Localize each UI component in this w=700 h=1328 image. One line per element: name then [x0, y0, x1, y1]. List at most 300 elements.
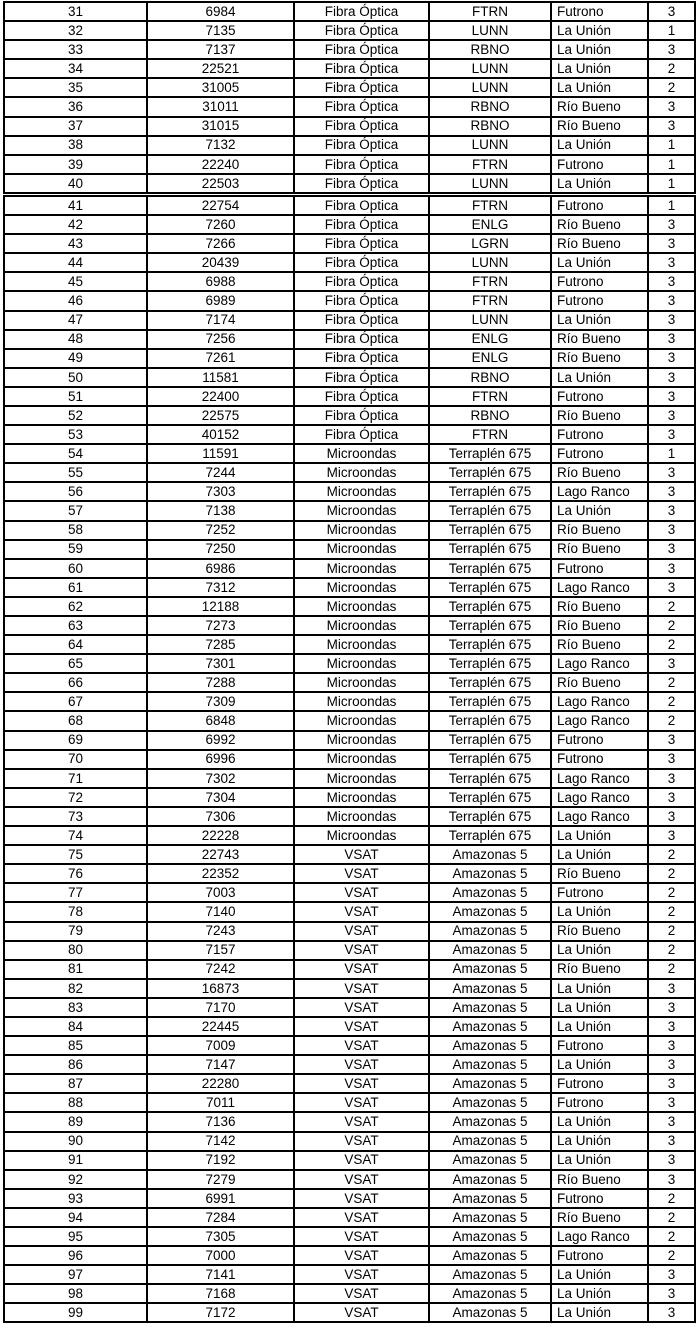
row-number-cell: 75 — [4, 845, 147, 864]
node-cell: Terraplén 675 — [429, 826, 551, 845]
technology-cell: VSAT — [294, 979, 429, 998]
site-id-cell: 6992 — [147, 731, 294, 750]
technology-cell: Microondas — [294, 692, 429, 711]
technology-cell: VSAT — [294, 1170, 429, 1189]
count-cell: 3 — [648, 979, 695, 998]
node-cell: Amazonas 5 — [429, 1036, 551, 1055]
technology-cell: Fibra Óptica — [294, 387, 429, 406]
row-number-cell: 59 — [4, 540, 147, 559]
technology-cell: Microondas — [294, 521, 429, 540]
commune-cell: La Unión — [551, 253, 648, 272]
site-id-cell: 7285 — [147, 635, 294, 654]
count-cell: 2 — [648, 960, 695, 979]
count-cell: 2 — [648, 673, 695, 692]
data-table-segment-1 — [3, 1, 696, 194]
commune-cell: La Unión — [551, 1151, 648, 1170]
row-number-cell: 85 — [4, 1036, 147, 1055]
technology-cell: VSAT — [294, 902, 429, 921]
site-id-cell: 7011 — [147, 1093, 294, 1112]
technology-cell: VSAT — [294, 1036, 429, 1055]
count-cell: 2 — [648, 616, 695, 635]
row-number-cell: 80 — [4, 941, 147, 960]
count-cell: 3 — [648, 750, 695, 769]
count-cell: 3 — [648, 330, 695, 349]
row-number-cell: 56 — [4, 482, 147, 501]
site-id-cell: 7137 — [147, 40, 294, 59]
technology-cell: VSAT — [294, 922, 429, 941]
count-cell: 2 — [648, 711, 695, 730]
row-number-cell: 41 — [4, 196, 147, 215]
row-number-cell: 98 — [4, 1284, 147, 1303]
technology-cell: VSAT — [294, 1132, 429, 1151]
commune-cell: Río Bueno — [551, 97, 648, 116]
commune-cell: Futrono — [551, 425, 648, 444]
node-cell: ENLG — [429, 330, 551, 349]
node-cell: FTRN — [429, 196, 551, 215]
row-number-cell: 88 — [4, 1093, 147, 1112]
row-number-cell: 61 — [4, 578, 147, 597]
commune-cell: Río Bueno — [551, 1170, 648, 1189]
technology-cell: Fibra Óptica — [294, 97, 429, 116]
commune-cell: La Unión — [551, 40, 648, 59]
commune-cell: Lago Ranco — [551, 578, 648, 597]
node-cell: Terraplén 675 — [429, 463, 551, 482]
site-id-cell: 22754 — [147, 196, 294, 215]
count-cell: 2 — [648, 845, 695, 864]
count-cell: 3 — [648, 1093, 695, 1112]
count-cell: 3 — [648, 521, 695, 540]
row-number-cell: 62 — [4, 597, 147, 616]
commune-cell: Futrono — [551, 387, 648, 406]
commune-cell: Futrono — [551, 2, 648, 21]
technology-cell: Microondas — [294, 444, 429, 463]
row-number-cell: 33 — [4, 40, 147, 59]
site-id-cell: 7260 — [147, 215, 294, 234]
table-row — [4, 501, 695, 520]
count-cell: 2 — [648, 1227, 695, 1246]
commune-cell: La Unión — [551, 1284, 648, 1303]
table-row — [4, 272, 695, 291]
table-row — [4, 368, 695, 387]
table-row — [4, 635, 695, 654]
site-id-cell: 31011 — [147, 97, 294, 116]
technology-cell: Microondas — [294, 673, 429, 692]
count-cell: 3 — [648, 1074, 695, 1093]
site-id-cell: 7168 — [147, 1284, 294, 1303]
technology-cell: Microondas — [294, 750, 429, 769]
table-body — [4, 2, 695, 193]
technology-cell: Microondas — [294, 769, 429, 788]
count-cell: 2 — [648, 902, 695, 921]
table-row — [4, 692, 695, 711]
count-cell: 3 — [648, 311, 695, 330]
node-cell: Amazonas 5 — [429, 1055, 551, 1074]
site-id-cell: 7261 — [147, 349, 294, 368]
technology-cell: Fibra Óptica — [294, 406, 429, 425]
commune-cell: Río Bueno — [551, 616, 648, 635]
table-row — [4, 1055, 695, 1074]
commune-cell: Futrono — [551, 155, 648, 174]
node-cell: Terraplén 675 — [429, 654, 551, 673]
site-id-cell: 7192 — [147, 1151, 294, 1170]
count-cell: 3 — [648, 1132, 695, 1151]
site-id-cell: 7170 — [147, 998, 294, 1017]
row-number-cell: 91 — [4, 1151, 147, 1170]
table-row — [4, 291, 695, 310]
commune-cell: Río Bueno — [551, 960, 648, 979]
row-number-cell: 79 — [4, 922, 147, 941]
row-number-cell: 69 — [4, 731, 147, 750]
node-cell: Terraplén 675 — [429, 788, 551, 807]
count-cell: 3 — [648, 1170, 695, 1189]
node-cell: Terraplén 675 — [429, 769, 551, 788]
site-id-cell: 7303 — [147, 482, 294, 501]
commune-cell: La Unión — [551, 902, 648, 921]
node-cell: LUNN — [429, 311, 551, 330]
count-cell: 3 — [648, 425, 695, 444]
site-id-cell: 7304 — [147, 788, 294, 807]
node-cell: Terraplén 675 — [429, 597, 551, 616]
table-row — [4, 597, 695, 616]
count-cell: 2 — [648, 941, 695, 960]
commune-cell: Río Bueno — [551, 1208, 648, 1227]
technology-cell: VSAT — [294, 1055, 429, 1074]
technology-cell: Fibra Óptica — [294, 59, 429, 78]
commune-cell: Río Bueno — [551, 597, 648, 616]
node-cell: Terraplén 675 — [429, 501, 551, 520]
commune-cell: Futrono — [551, 272, 648, 291]
count-cell: 3 — [648, 387, 695, 406]
site-id-cell: 7252 — [147, 521, 294, 540]
count-cell: 3 — [648, 1284, 695, 1303]
table-row — [4, 1093, 695, 1112]
table-row — [4, 1284, 695, 1303]
row-number-cell: 55 — [4, 463, 147, 482]
table-row — [4, 826, 695, 845]
technology-cell: VSAT — [294, 960, 429, 979]
row-number-cell: 43 — [4, 234, 147, 253]
site-id-cell: 7157 — [147, 941, 294, 960]
technology-cell: Fibra Óptica — [294, 136, 429, 155]
node-cell: Terraplén 675 — [429, 540, 551, 559]
count-cell: 3 — [648, 463, 695, 482]
node-cell: LUNN — [429, 59, 551, 78]
node-cell: FTRN — [429, 2, 551, 21]
site-id-cell: 40152 — [147, 425, 294, 444]
count-cell: 3 — [648, 1265, 695, 1284]
technology-cell: VSAT — [294, 1227, 429, 1246]
commune-cell: Futrono — [551, 559, 648, 578]
count-cell: 1 — [648, 196, 695, 215]
row-number-cell: 47 — [4, 311, 147, 330]
count-cell: 2 — [648, 59, 695, 78]
technology-cell: VSAT — [294, 1246, 429, 1265]
technology-cell: Microondas — [294, 578, 429, 597]
commune-cell: Futrono — [551, 731, 648, 750]
row-number-cell: 45 — [4, 272, 147, 291]
technology-cell: Fibra Óptica — [294, 40, 429, 59]
site-id-cell: 20439 — [147, 253, 294, 272]
count-cell: 3 — [648, 253, 695, 272]
row-number-cell: 74 — [4, 826, 147, 845]
table-row — [4, 578, 695, 597]
count-cell: 3 — [648, 654, 695, 673]
commune-cell: La Unión — [551, 78, 648, 97]
node-cell: Amazonas 5 — [429, 1303, 551, 1322]
node-cell: LGRN — [429, 234, 551, 253]
technology-cell: Fibra Optica — [294, 196, 429, 215]
row-number-cell: 37 — [4, 117, 147, 136]
site-id-cell: 22228 — [147, 826, 294, 845]
node-cell: Amazonas 5 — [429, 902, 551, 921]
node-cell: Amazonas 5 — [429, 960, 551, 979]
table-row — [4, 387, 695, 406]
count-cell: 3 — [648, 117, 695, 136]
node-cell: Amazonas 5 — [429, 922, 551, 941]
table-row — [4, 731, 695, 750]
row-number-cell: 46 — [4, 291, 147, 310]
technology-cell: VSAT — [294, 864, 429, 883]
site-id-cell: 6991 — [147, 1189, 294, 1208]
row-number-cell: 93 — [4, 1189, 147, 1208]
table-row — [4, 311, 695, 330]
table-row — [4, 1227, 695, 1246]
site-id-cell: 7147 — [147, 1055, 294, 1074]
technology-cell: Fibra Óptica — [294, 78, 429, 97]
technology-cell: Fibra Óptica — [294, 425, 429, 444]
count-cell: 3 — [648, 2, 695, 21]
technology-cell: Microondas — [294, 731, 429, 750]
node-cell: Terraplén 675 — [429, 635, 551, 654]
count-cell: 3 — [648, 1112, 695, 1131]
table-row — [4, 444, 695, 463]
table-row — [4, 521, 695, 540]
technology-cell: Microondas — [294, 711, 429, 730]
row-number-cell: 99 — [4, 1303, 147, 1322]
node-cell: Terraplén 675 — [429, 692, 551, 711]
node-cell: FTRN — [429, 155, 551, 174]
node-cell: Terraplén 675 — [429, 807, 551, 826]
row-number-cell: 36 — [4, 97, 147, 116]
count-cell: 3 — [648, 1055, 695, 1074]
table-row — [4, 1189, 695, 1208]
table-row — [4, 234, 695, 253]
row-number-cell: 39 — [4, 155, 147, 174]
table-row — [4, 253, 695, 272]
commune-cell: Futrono — [551, 1074, 648, 1093]
row-number-cell: 73 — [4, 807, 147, 826]
technology-cell: VSAT — [294, 883, 429, 902]
node-cell: Terraplén 675 — [429, 559, 551, 578]
node-cell: ENLG — [429, 349, 551, 368]
row-number-cell: 31 — [4, 2, 147, 21]
commune-cell: La Unión — [551, 1112, 648, 1131]
row-number-cell: 34 — [4, 59, 147, 78]
site-id-cell: 7242 — [147, 960, 294, 979]
row-number-cell: 50 — [4, 368, 147, 387]
table-row — [4, 788, 695, 807]
technology-cell: Fibra Óptica — [294, 2, 429, 21]
row-number-cell: 92 — [4, 1170, 147, 1189]
site-id-cell: 7279 — [147, 1170, 294, 1189]
technology-cell: Fibra Óptica — [294, 349, 429, 368]
table-row — [4, 941, 695, 960]
site-id-cell: 7136 — [147, 1112, 294, 1131]
table-row — [4, 960, 695, 979]
technology-cell: Fibra Óptica — [294, 215, 429, 234]
count-cell: 3 — [648, 482, 695, 501]
site-id-cell: 7301 — [147, 654, 294, 673]
commune-cell: La Unión — [551, 1132, 648, 1151]
count-cell: 3 — [648, 1036, 695, 1055]
commune-cell: La Unión — [551, 368, 648, 387]
node-cell: Amazonas 5 — [429, 1246, 551, 1265]
technology-cell: VSAT — [294, 1093, 429, 1112]
table-row — [4, 196, 695, 215]
table-row — [4, 78, 695, 97]
table-body — [4, 196, 695, 1323]
count-cell: 3 — [648, 1151, 695, 1170]
commune-cell: La Unión — [551, 136, 648, 155]
table-row — [4, 21, 695, 40]
site-id-cell: 7172 — [147, 1303, 294, 1322]
commune-cell: La Unión — [551, 21, 648, 40]
commune-cell: Futrono — [551, 196, 648, 215]
commune-cell: La Unión — [551, 311, 648, 330]
count-cell: 3 — [648, 406, 695, 425]
node-cell: Terraplén 675 — [429, 673, 551, 692]
commune-cell: La Unión — [551, 59, 648, 78]
row-number-cell: 51 — [4, 387, 147, 406]
site-id-cell: 11591 — [147, 444, 294, 463]
technology-cell: VSAT — [294, 1265, 429, 1284]
row-number-cell: 32 — [4, 21, 147, 40]
technology-cell: Microondas — [294, 654, 429, 673]
commune-cell: Futrono — [551, 750, 648, 769]
site-id-cell: 22352 — [147, 864, 294, 883]
node-cell: Amazonas 5 — [429, 1208, 551, 1227]
commune-cell: La Unión — [551, 1265, 648, 1284]
commune-cell: Lago Ranco — [551, 788, 648, 807]
count-cell: 1 — [648, 174, 695, 193]
site-id-cell: 22280 — [147, 1074, 294, 1093]
node-cell: ENLG — [429, 215, 551, 234]
site-id-cell: 31005 — [147, 78, 294, 97]
technology-cell: Microondas — [294, 807, 429, 826]
technology-cell: VSAT — [294, 1017, 429, 1036]
commune-cell: La Unión — [551, 845, 648, 864]
table-row — [4, 922, 695, 941]
count-cell: 3 — [648, 769, 695, 788]
technology-cell: Microondas — [294, 501, 429, 520]
table-row — [4, 1132, 695, 1151]
node-cell: Amazonas 5 — [429, 1132, 551, 1151]
row-number-cell: 63 — [4, 616, 147, 635]
node-cell: Terraplén 675 — [429, 521, 551, 540]
technology-cell: Microondas — [294, 463, 429, 482]
row-number-cell: 66 — [4, 673, 147, 692]
commune-cell: Futrono — [551, 291, 648, 310]
site-id-cell: 22240 — [147, 155, 294, 174]
technology-cell: Fibra Óptica — [294, 117, 429, 136]
count-cell: 3 — [648, 788, 695, 807]
table-row — [4, 845, 695, 864]
table-row — [4, 136, 695, 155]
technology-cell: Microondas — [294, 616, 429, 635]
row-number-cell: 64 — [4, 635, 147, 654]
row-number-cell: 38 — [4, 136, 147, 155]
site-id-cell: 22743 — [147, 845, 294, 864]
node-cell: FTRN — [429, 272, 551, 291]
row-number-cell: 86 — [4, 1055, 147, 1074]
node-cell: Terraplén 675 — [429, 731, 551, 750]
commune-cell: Río Bueno — [551, 635, 648, 654]
row-number-cell: 40 — [4, 174, 147, 193]
site-id-cell: 7273 — [147, 616, 294, 635]
node-cell: Amazonas 5 — [429, 883, 551, 902]
count-cell: 3 — [648, 272, 695, 291]
site-id-cell: 7266 — [147, 234, 294, 253]
count-cell: 1 — [648, 155, 695, 174]
row-number-cell: 90 — [4, 1132, 147, 1151]
table-row — [4, 1074, 695, 1093]
count-cell: 2 — [648, 864, 695, 883]
technology-cell: VSAT — [294, 1284, 429, 1303]
node-cell: Amazonas 5 — [429, 1284, 551, 1303]
technology-cell: VSAT — [294, 1151, 429, 1170]
table-row — [4, 654, 695, 673]
count-cell: 3 — [648, 349, 695, 368]
node-cell: Amazonas 5 — [429, 941, 551, 960]
row-number-cell: 89 — [4, 1112, 147, 1131]
row-number-cell: 35 — [4, 78, 147, 97]
count-cell: 1 — [648, 21, 695, 40]
site-id-cell: 7009 — [147, 1036, 294, 1055]
count-cell: 2 — [648, 1246, 695, 1265]
technology-cell: VSAT — [294, 845, 429, 864]
site-id-cell: 6996 — [147, 750, 294, 769]
table-row — [4, 902, 695, 921]
row-number-cell: 87 — [4, 1074, 147, 1093]
count-cell: 3 — [648, 578, 695, 597]
node-cell: RBNO — [429, 40, 551, 59]
commune-cell: Lago Ranco — [551, 692, 648, 711]
row-number-cell: 76 — [4, 864, 147, 883]
count-cell: 2 — [648, 883, 695, 902]
technology-cell: Microondas — [294, 482, 429, 501]
count-cell: 3 — [648, 540, 695, 559]
count-cell: 2 — [648, 635, 695, 654]
node-cell: Amazonas 5 — [429, 1170, 551, 1189]
technology-cell: VSAT — [294, 1208, 429, 1227]
technology-cell: Microondas — [294, 597, 429, 616]
commune-cell: Futrono — [551, 1189, 648, 1208]
table-row — [4, 117, 695, 136]
row-number-cell: 54 — [4, 444, 147, 463]
count-cell: 3 — [648, 234, 695, 253]
technology-cell: Fibra Óptica — [294, 291, 429, 310]
row-number-cell: 42 — [4, 215, 147, 234]
row-number-cell: 83 — [4, 998, 147, 1017]
technology-cell: Microondas — [294, 635, 429, 654]
table-row — [4, 2, 695, 21]
site-id-cell: 7288 — [147, 673, 294, 692]
table-row — [4, 979, 695, 998]
site-id-cell: 22445 — [147, 1017, 294, 1036]
node-cell: FTRN — [429, 387, 551, 406]
commune-cell: Río Bueno — [551, 463, 648, 482]
node-cell: Terraplén 675 — [429, 711, 551, 730]
